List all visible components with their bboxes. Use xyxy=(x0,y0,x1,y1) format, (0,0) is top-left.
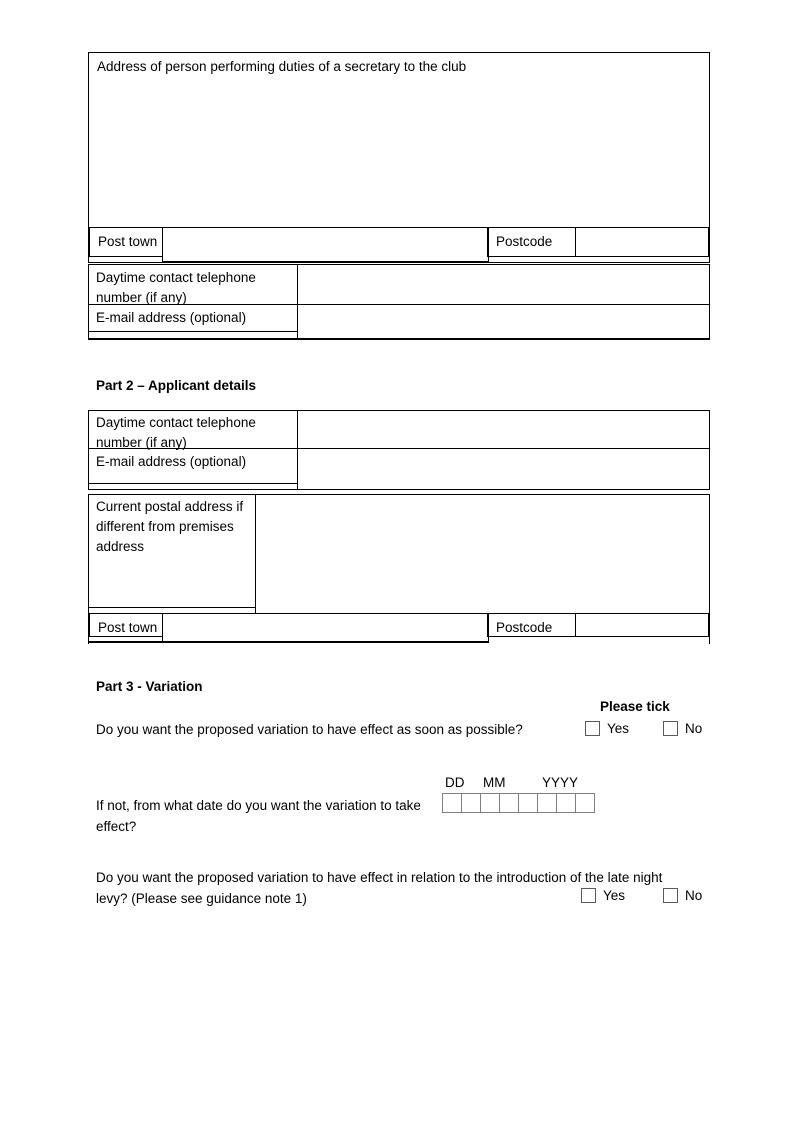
date-digit-cell[interactable] xyxy=(499,793,519,813)
date-mm-label: MM xyxy=(483,775,506,790)
levy-no-option xyxy=(663,888,702,904)
part1-daytime-phone-input[interactable] xyxy=(298,265,709,304)
part1-postcode-input[interactable] xyxy=(575,227,709,257)
part1-contact-table xyxy=(88,264,710,340)
part2-daytime-phone-input[interactable] xyxy=(298,411,709,448)
part2-postcode-input[interactable] xyxy=(575,613,709,637)
part1-secretary-address-table xyxy=(88,52,710,263)
please-tick-label: Please tick xyxy=(600,699,670,714)
part2-postcode-label-cell xyxy=(487,613,576,637)
table-bottom-border xyxy=(89,641,489,643)
date-digit-cell[interactable] xyxy=(461,793,481,813)
asap-no-option xyxy=(663,721,702,737)
part2-post-town-input[interactable] xyxy=(162,613,489,642)
asap-yes-label: Yes xyxy=(607,721,630,736)
part2-email-label: E-mail address (optional) xyxy=(96,454,247,469)
part1-post-town-input[interactable] xyxy=(162,227,489,262)
part1-postcode-label: Postcode xyxy=(496,234,553,249)
address-label-cell-border xyxy=(89,607,255,608)
part2-post-town-label-cell xyxy=(89,613,163,637)
part2-address-table xyxy=(88,494,710,644)
part1-email-label: E-mail address (optional) xyxy=(96,310,247,325)
levy-no-label: No xyxy=(685,888,703,903)
levy-yes-checkbox[interactable] xyxy=(581,888,596,903)
part1-address-label: Address of person performing duties of a secretary to the club xyxy=(97,59,467,74)
levy-yes-label: Yes xyxy=(603,888,626,903)
asap-yes-option xyxy=(585,721,629,737)
levy-yes-option xyxy=(581,888,625,904)
part1-daytime-phone-label: Daytime contact telephone number (if any) xyxy=(96,270,256,305)
question-date: If not, from what date do you want the variation to take effect? xyxy=(96,798,421,834)
date-digit-cell[interactable] xyxy=(575,793,595,813)
part2-current-address-label: Current postal address if different from premises address xyxy=(96,499,244,554)
date-digit-cell[interactable] xyxy=(537,793,557,813)
part1-email-input[interactable] xyxy=(298,305,709,338)
date-digit-cell[interactable] xyxy=(442,793,462,813)
part2-daytime-phone-label: Daytime contact telephone number (if any) xyxy=(96,415,256,450)
asap-yes-checkbox[interactable] xyxy=(585,721,600,736)
part2-post-town-label: Post town xyxy=(98,620,158,635)
date-dd-label: DD xyxy=(445,775,465,790)
email-label-cell-border xyxy=(89,331,297,332)
part1-post-town-label-cell xyxy=(89,227,163,257)
date-digit-cell[interactable] xyxy=(556,793,576,813)
question-asap: Do you want the proposed variation to have effect as soon as possible? xyxy=(96,722,523,737)
date-yyyy-label: YYYY xyxy=(542,775,579,790)
asap-no-checkbox[interactable] xyxy=(663,721,678,736)
part1-postcode-label-cell xyxy=(487,227,576,257)
date-digit-cell[interactable] xyxy=(518,793,538,813)
levy-no-checkbox[interactable] xyxy=(663,888,678,903)
email-label-cell-border xyxy=(89,483,297,484)
part3-heading: Part 3 - Variation xyxy=(96,679,203,694)
date-input-boxes xyxy=(442,793,595,813)
part2-current-address-input[interactable] xyxy=(256,495,709,613)
part2-email-input[interactable] xyxy=(298,449,709,483)
question-levy: Do you want the proposed variation to have effect in relation to the introduction of the late night levy? (Please see guidance note 1) xyxy=(96,870,663,906)
part2-postcode-label: Postcode xyxy=(496,620,553,635)
asap-no-label: No xyxy=(685,721,703,736)
part1-address-input[interactable] xyxy=(90,79,708,225)
part2-heading: Part 2 – Applicant details xyxy=(96,378,257,393)
date-digit-cell[interactable] xyxy=(480,793,500,813)
part2-contact-table xyxy=(88,410,710,490)
part1-post-town-label: Post town xyxy=(98,234,158,249)
